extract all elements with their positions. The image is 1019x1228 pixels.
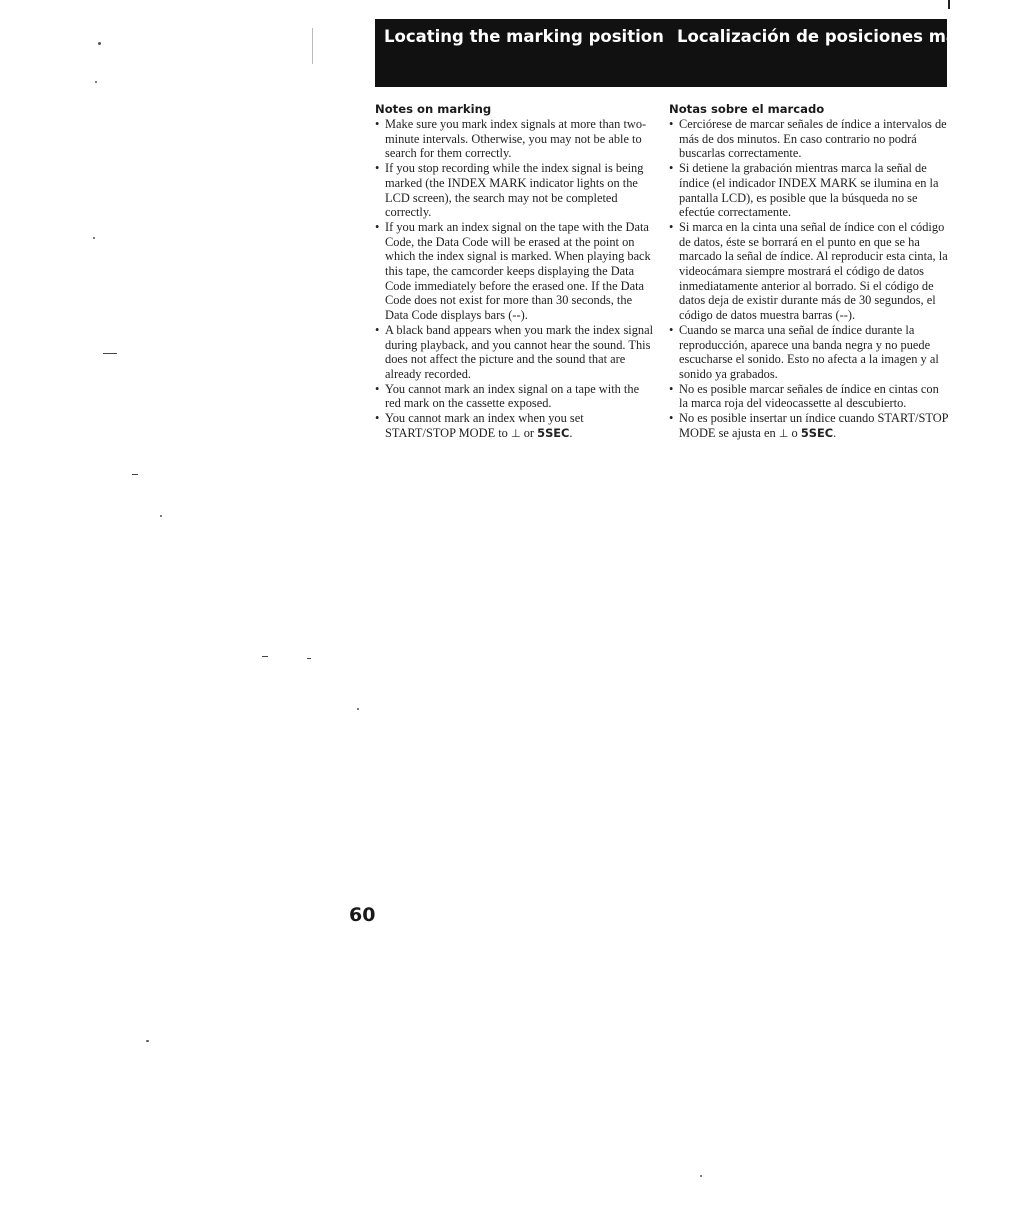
notes-list-spanish [669,117,950,441]
note-item-last [375,411,655,441]
page-edge-mark [948,0,950,9]
english-column [375,102,655,441]
notes-list-english [375,117,655,441]
mode-5sec-label: 5SEC [800,425,834,440]
note-item-last [669,411,950,441]
scan-artifact [132,474,138,475]
note-item: • If you stop recording while the index signal is being marked (the INDEX MARK indicator lights on the LCD screen), the search may not be completed correctly. [375,161,655,220]
note-item: • No es posible marcar señales de índice en cintas con la marca roja del videocassette al descubierto. [669,382,950,411]
note-conj: or [523,425,535,440]
scan-artifact [93,237,95,239]
scan-artifact [262,656,268,657]
spanish-column [669,102,950,441]
note-item: • Cuando se marca una señal de índice durante la reproducción, aparece una banda negra y no puede escucharse el sonido. Esto no afecta a la imagen y al sonido ya grabados. [669,323,950,382]
scan-artifact [160,515,162,517]
scan-artifact [357,708,359,710]
scan-artifact [700,1175,702,1177]
note-item: • You cannot mark an index signal on a tape with the red mark on the cassette exposed. [375,382,655,411]
scan-artifact [103,353,117,354]
notes-heading-spanish: Notas sobre el marcado [669,102,825,116]
scan-artifact [312,28,313,64]
note-item: • Si detiene la grabación mientras marca la señal de índice (el indicador INDEX MARK se ilumina en la pantalla LCD), es posible que la búsqueda no se efectúe correctamente. [669,161,950,220]
note-end: . [833,425,837,440]
scan-artifact [307,658,311,659]
note-conj: o [791,425,798,440]
note-item: • Si marca en la cinta una señal de índice con el código de datos, éste se borrará en el punto en que se ha marcado la señal de índice. Al reproducir esta cinta, la videocámara siempre mostrará el código de datos inmediatamente anterior al borrado. Si el código de datos deja de existir durante más de 30 segundos, el código de datos muestra barras (--). [669,220,950,323]
note-end: . [569,425,573,440]
note-text: You cannot mark an index when you set START/STOP MODE to [385,411,584,440]
scan-artifact [95,81,97,83]
note-item: • If you mark an index signal on the tape with the Data Code, the Data Code will be erased at the point on which the index signal is marked. When playing back this tape, the camcorder keeps displaying the Data Code immediately before the erased one. If the Data Code does not exist for more than 30 seconds, the Data Code displays bars (--). [375,220,655,323]
scan-artifact [98,42,101,45]
page-number: 60 [349,904,376,926]
notes-heading-english: Notes on marking [375,102,492,116]
mode-5sec-label: 5SEC [537,425,570,440]
section-title-spanish: Localización de posiciones marcadas [677,27,1019,46]
note-item: • A black band appears when you mark the index signal during playback, and you cannot hear the sound. This does not affect the picture and the sound that are already recorded. [375,323,655,382]
start-stop-mode-icon: ⊥ [511,426,521,440]
note-item: • Cerciórese de marcar señales de índice a intervalos de más de dos minutos. En caso contrario no podrá buscarlas correctamente. [669,117,950,161]
note-item: • Make sure you mark index signals at more than two-minute intervals. Otherwise, you may not be able to search for them correctly. [375,117,655,161]
note-text: No es posible insertar un índice cuando START/STOP MODE se ajusta en [679,411,949,440]
start-stop-mode-icon: ⊥ [778,426,789,440]
section-title-english: Locating the marking position [384,27,664,46]
scan-artifact [146,1040,149,1042]
